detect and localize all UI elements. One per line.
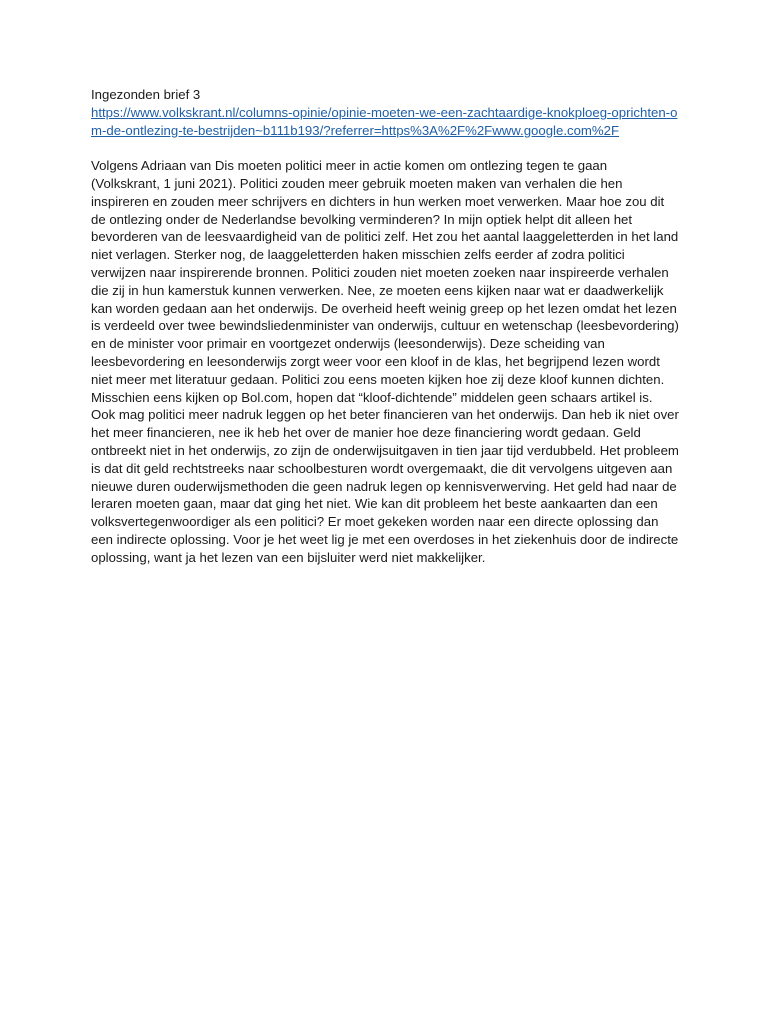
letter-heading: Ingezonden brief 3	[91, 87, 201, 102]
letter-body: Volgens Adriaan van Dis moeten politici meer in actie komen om ontlezing tegen te gaan (Volkskrant, 1 juni 2021). Politici zouden meer gebruik moeten maken van verhalen die hen inspireren en zouden meer schrijvers en dichters in hun werken moet verwerken. Maar hoe zou dit de ontlezing onder de Nederlandse bevolking verminderen? In mijn optiek helpt dit alleen het bevorderen van de leesvaardigheid van de politici zelf. Het zou het aantal laaggeletterden in het land niet verlagen. Sterker nog, de laaggeletterden haken misschien zelfs eerder af zodra politici verwijzen naar inspirerende bronnen. Politici zouden niet moeten zoeken naar inspireerde verhalen die zij in hun kamerstuk kunnen verwerken. Nee, ze moeten eens kijken naar wat er daadwerkelijk kan worden gedaan aan het onderwijs. De overheid heeft weinig greep op het lezen omdat het lezen is verdeeld over twee bewindsliedenminister van onderwijs, cultuur en wetenschap (leesbevordering) en de minister voor primair en voortgezet onderwijs (leesonderwijs). Deze scheiding van leesbevordering en leesonderwijs zorgt weer voor een kloof in de klas, het begrijpend lezen wordt niet meer met literatuur gedaan. Politici zou eens moeten kijken hoe zij deze kloof kunnen dichten. Misschien eens kijken op Bol.com, hopen dat “kloof-dichtende” middelen geen schaars artikel is. Ook mag politici meer nadruk leggen op het beter financieren van het onderwijs. Dan heb ik niet over het meer financieren, nee ik heb het over de manier hoe deze financiering wordt gedaan. Geld ontbreekt niet in het onderwijs, zo zijn de onderwijsuitgaven in tien jaar tijd verdubbeld. Het probleem is dat dit geld rechtstreeks naar schoolbesturen wordt overgemaakt, die dit vervolgens uitgeven aan nieuwe duren ouderwijsmethoden die geen nadruk legen op kennisverwerving. Het geld had naar de leraren moeten gaan, maar dat ging het niet. Wie kan dit probleem het beste aankaarten dan een volksvertegenwoordiger als een politici? Er moet gekeken worden naar een directe oplossing dan een indirecte oplossing. Voor je het weet lig je met een overdoses in het ziekenhuis door de indirecte oplossing, want ja het lezen van een bijsluiter werd niet makkelijker.	[91, 158, 679, 565]
document-page	[91, 86, 679, 567]
article-link[interactable]: https://www.volkskrant.nl/columns-opinie/opinie-moeten-we-een-zachtaardige-knokploeg-oprichten-om-de-ontlezing-te-bestrijden~b111b193/?referrer=https%3A%2F%2Fwww.google.com%2F	[91, 104, 678, 138]
